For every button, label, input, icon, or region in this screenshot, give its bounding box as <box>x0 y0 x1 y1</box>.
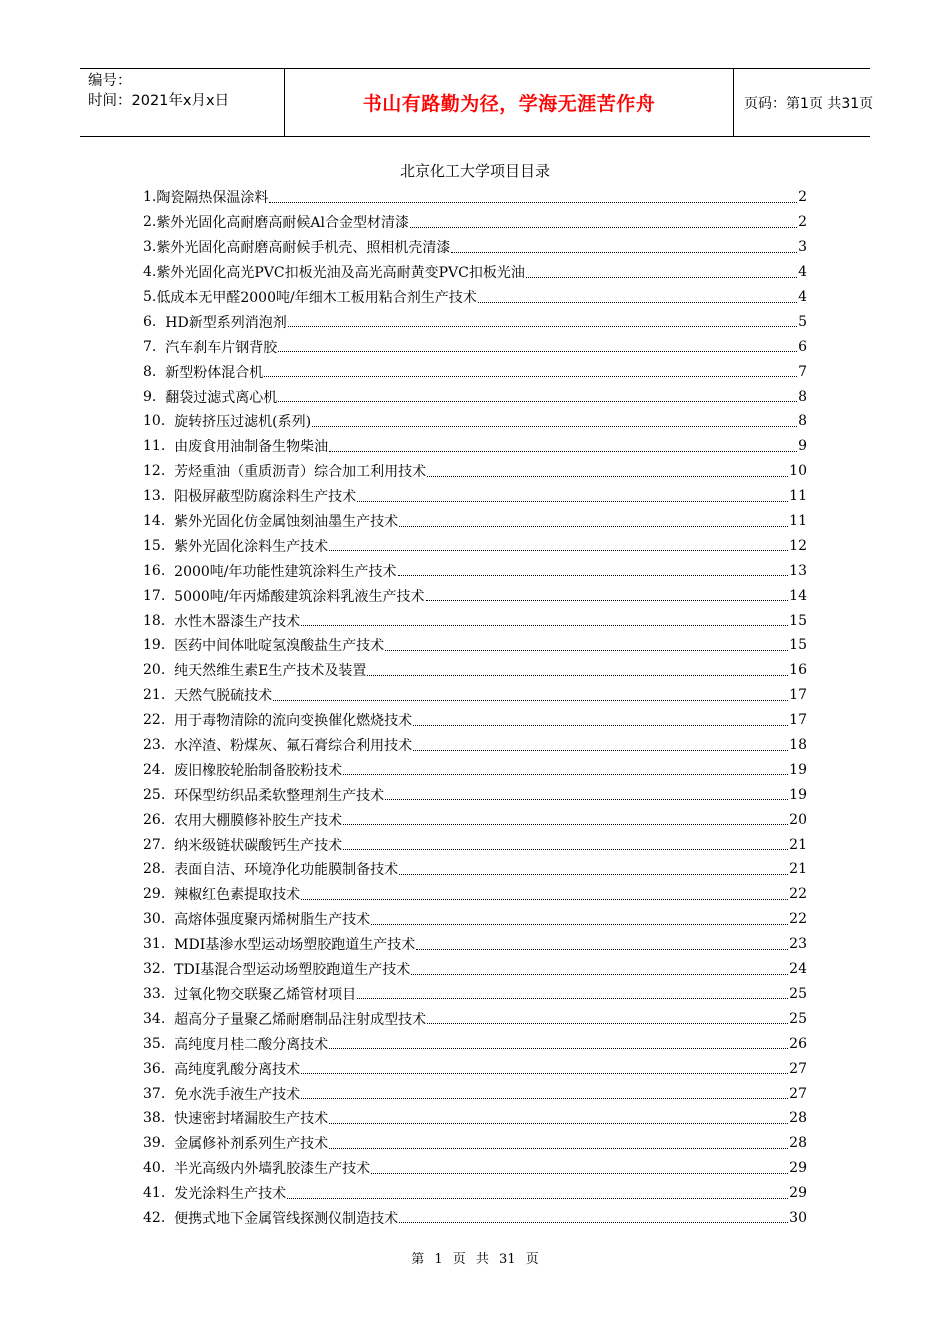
toc-dot-leader <box>301 1098 788 1099</box>
toc-entry-page: 19 <box>789 786 807 803</box>
time-label: 时间：2021年x月x日 <box>88 93 230 109</box>
toc-entry-title: 旋转挤压过滤机(系列) <box>174 414 312 431</box>
toc-entry-number: 23. <box>143 737 175 754</box>
toc-entry[interactable] <box>143 1006 807 1031</box>
toc-entry-page: 13 <box>789 562 807 579</box>
toc-entry[interactable] <box>143 757 807 782</box>
toc-entry-title: 新型粉体混合机 <box>165 364 264 381</box>
toc-entry-title: 超高分子量聚乙烯耐磨制品注射成型技术 <box>174 1011 427 1028</box>
toc-entry[interactable] <box>143 285 807 310</box>
toc-entry[interactable] <box>143 533 807 558</box>
toc-entry[interactable] <box>143 210 807 235</box>
toc-entry-page: 8 <box>798 388 807 405</box>
toc-dot-leader <box>371 924 788 925</box>
toc-dot-leader <box>278 401 797 402</box>
toc-entry-page: 17 <box>789 687 807 704</box>
toc-entry[interactable] <box>143 1081 807 1106</box>
toc-entry[interactable] <box>143 260 807 285</box>
toc-entry[interactable] <box>143 235 807 260</box>
toc-dot-leader <box>416 949 788 950</box>
toc-entry-page: 19 <box>789 761 807 778</box>
toc-dot-leader <box>478 302 797 303</box>
toc-entry[interactable] <box>143 185 807 210</box>
toc-entry-title: 过氧化物交联聚乙烯管材项目 <box>174 986 357 1003</box>
toc-entry-number: 5. <box>143 289 157 305</box>
toc-entry-page: 5 <box>798 313 807 330</box>
toc-entry-number: 29. <box>143 886 175 903</box>
motto-text: 书山有路勤为径，学海无涯苦作舟 <box>362 93 656 115</box>
toc-entry[interactable] <box>143 658 807 683</box>
toc-entry-number: 20. <box>143 662 175 679</box>
toc-entry-page: 9 <box>798 438 807 455</box>
toc-entry-title: 低成本无甲醛2000吨/年细木工板用粘合剂生产技术 <box>156 290 477 306</box>
toc-entry-page: 8 <box>798 413 807 430</box>
toc-entry-number: 27. <box>143 836 175 853</box>
toc-entry-page: 29 <box>789 1185 807 1202</box>
toc-entry-page: 25 <box>789 985 807 1002</box>
toc-entry-page: 23 <box>789 936 807 953</box>
toc-entry-number: 1. <box>143 189 157 206</box>
toc-entry-title: 农用大棚膜修补胶生产技术 <box>174 812 343 829</box>
toc-dot-leader <box>312 426 797 427</box>
toc-dot-leader <box>411 974 788 975</box>
toc-entry[interactable] <box>143 1031 807 1056</box>
toc-dot-leader <box>371 1173 788 1174</box>
toc-entry-page: 11 <box>789 488 807 505</box>
toc-dot-leader <box>329 550 788 551</box>
toc-entry[interactable] <box>143 1206 807 1231</box>
toc-entry[interactable] <box>143 484 807 509</box>
toc-entry[interactable] <box>143 1056 807 1081</box>
toc-entry-number: 15. <box>143 537 175 554</box>
toc-dot-leader <box>398 575 789 576</box>
toc-entry-number: 38. <box>143 1110 175 1127</box>
toc-entry-title: 医药中间体吡啶氢溴酸盐生产技术 <box>174 638 385 655</box>
toc-entry[interactable] <box>143 608 807 633</box>
toc-entry-title: 芳烃重油（重质沥青）综合加工利用技术 <box>174 464 427 481</box>
toc-dot-leader <box>273 700 788 701</box>
toc-entry[interactable] <box>143 857 807 882</box>
toc-entry-page: 2 <box>798 214 807 231</box>
toc-dot-leader <box>343 824 788 825</box>
toc-entry-title: 高熔体强度聚丙烯树脂生产技术 <box>174 912 371 929</box>
toc-entry-title: 陶瓷隔热保温涂料 <box>156 190 269 207</box>
toc-dot-leader <box>399 874 788 875</box>
toc-dot-leader <box>329 1048 788 1049</box>
toc-entry-title: 纯天然维生素E生产技术及装置 <box>174 663 367 680</box>
toc-entry-page: 3 <box>798 239 807 256</box>
toc-entry-title: 阳极屏蔽型防腐涂料生产技术 <box>174 489 357 506</box>
toc-entry-number: 31. <box>143 936 175 953</box>
document-title: 北京化工大学项目目录 <box>399 162 550 180</box>
toc-entry-number: 8. <box>143 363 166 380</box>
toc-entry[interactable] <box>143 434 807 459</box>
page-footer: 第 1 页 共 31 页 <box>411 1252 539 1267</box>
toc-entry-number: 12. <box>143 463 175 480</box>
toc-entry[interactable] <box>143 509 807 534</box>
toc-entry-number: 2. <box>143 214 157 231</box>
toc-dot-leader <box>288 326 797 327</box>
header-meta <box>80 69 284 136</box>
toc-entry-title: 废旧橡胶轮胎制备胶粉技术 <box>174 762 343 779</box>
toc-dot-leader <box>301 625 788 626</box>
toc-dot-leader <box>343 849 788 850</box>
toc-dot-leader <box>301 1073 788 1074</box>
toc-entry-number: 24. <box>143 761 175 778</box>
toc-entry[interactable] <box>143 882 807 907</box>
toc-dot-leader <box>329 451 797 452</box>
toc-dot-leader <box>410 227 797 228</box>
toc-entry-number: 34. <box>143 1010 175 1027</box>
toc-entry-page: 10 <box>789 463 807 480</box>
toc-entry-page: 22 <box>789 911 807 928</box>
toc-entry[interactable] <box>143 733 807 758</box>
toc-entry-title: 发光涂料生产技术 <box>174 1186 287 1203</box>
toc-entry-title: 天然气脱硫技术 <box>174 688 273 705</box>
toc-entry[interactable] <box>143 583 807 608</box>
toc-entry[interactable] <box>143 683 807 708</box>
toc-entry-title: 2000吨/年功能性建筑涂料生产技术 <box>174 563 397 580</box>
toc-entry-page: 11 <box>789 513 807 530</box>
toc-dot-leader <box>278 351 797 352</box>
toc-entry-number: 18. <box>143 612 175 629</box>
toc-entry-title: 快速密封堵漏胶生产技术 <box>174 1111 329 1128</box>
toc-entry-title: MDI基渗水型运动场塑胶跑道生产技术 <box>174 937 416 954</box>
toc-entry[interactable] <box>143 1181 807 1206</box>
toc-entry-number: 9. <box>143 388 166 405</box>
toc-entry-title: 用于毒物清除的流向变换催化燃烧技术 <box>174 713 413 730</box>
toc-entry-title: 紫外光固化仿金属蚀刻油墨生产技术 <box>174 514 399 531</box>
toc-entry[interactable] <box>143 359 807 384</box>
toc-entry-title: 便携式地下金属管线探测仪制造技术 <box>174 1210 399 1227</box>
toc-entry[interactable] <box>143 932 807 957</box>
toc-entry-title: 紫外光固化高光PVC扣板光油及高光高耐黄变PVC扣板光油 <box>156 265 525 282</box>
toc-entry-page: 12 <box>789 537 807 554</box>
toc-entry-number: 14. <box>143 513 175 530</box>
table-of-contents <box>143 185 807 1230</box>
toc-entry-page: 15 <box>789 612 807 629</box>
toc-entry-number: 30. <box>143 911 175 928</box>
toc-dot-leader <box>413 725 788 726</box>
toc-dot-leader <box>413 750 788 751</box>
toc-entry-page: 26 <box>789 1035 807 1052</box>
toc-entry-page: 28 <box>789 1110 807 1127</box>
toc-entry[interactable] <box>143 782 807 807</box>
toc-entry[interactable] <box>143 633 807 658</box>
toc-dot-leader <box>329 1123 788 1124</box>
toc-entry-page: 7 <box>798 363 807 380</box>
toc-entry-title: 环保型纺织品柔软整理剂生产技术 <box>174 787 385 804</box>
toc-entry-page: 6 <box>798 338 807 355</box>
toc-dot-leader <box>385 799 788 800</box>
toc-entry-title: 高纯度月桂二酸分离技术 <box>174 1036 329 1053</box>
toc-entry-title: TDI基混合型运动场塑胶跑道生产技术 <box>174 962 411 979</box>
toc-entry[interactable] <box>143 459 807 484</box>
toc-entry[interactable] <box>143 1156 807 1181</box>
toc-entry-title: 5000吨/年丙烯酸建筑涂料乳液生产技术 <box>174 588 425 605</box>
toc-entry-number: 33. <box>143 985 175 1002</box>
toc-entry[interactable] <box>143 558 807 583</box>
toc-entry-number: 37. <box>143 1085 175 1102</box>
toc-entry-title: 紫外光固化高耐磨高耐候Al合金型材清漆 <box>156 215 409 232</box>
toc-entry-page: 25 <box>789 1010 807 1027</box>
header-motto-cell <box>284 69 734 136</box>
toc-entry-title: 纳米级链状碳酸钙生产技术 <box>174 837 343 854</box>
toc-entry-page: 27 <box>789 1085 807 1102</box>
serial-label: 编号： <box>88 73 132 89</box>
toc-entry-page: 21 <box>789 861 807 878</box>
toc-dot-leader <box>269 202 797 203</box>
toc-entry-title: 汽车刹车片钢背胶 <box>165 339 278 356</box>
toc-entry-page: 28 <box>789 1135 807 1152</box>
toc-dot-leader <box>426 600 789 601</box>
toc-entry-page: 16 <box>789 662 807 679</box>
toc-entry-page: 24 <box>789 961 807 978</box>
toc-entry-number: 10. <box>143 413 175 430</box>
toc-entry[interactable] <box>143 708 807 733</box>
toc-entry-page: 30 <box>789 1209 807 1226</box>
toc-entry-page: 21 <box>789 836 807 853</box>
toc-entry-page: 20 <box>789 811 807 828</box>
toc-entry-title: 辣椒红色素提取技术 <box>174 887 301 904</box>
toc-entry[interactable] <box>143 1106 807 1131</box>
toc-entry-title: 翻袋过滤式离心机 <box>165 389 278 406</box>
toc-entry[interactable] <box>143 1131 807 1156</box>
toc-entry-page: 4 <box>798 289 807 305</box>
toc-entry-title: 紫外光固化高耐磨高耐候手机壳、照相机壳清漆 <box>156 240 451 257</box>
toc-dot-leader <box>301 899 788 900</box>
toc-entry-title: 高纯度乳酸分离技术 <box>174 1061 301 1078</box>
toc-entry-page: 14 <box>789 587 807 604</box>
toc-dot-leader <box>385 650 788 651</box>
toc-dot-leader <box>427 476 788 477</box>
toc-dot-leader <box>329 1148 788 1149</box>
toc-entry-number: 11. <box>143 438 175 455</box>
toc-entry-number: 39. <box>143 1135 175 1152</box>
toc-dot-leader <box>287 1198 788 1199</box>
toc-entry-number: 36. <box>143 1060 175 1077</box>
toc-entry-number: 3. <box>143 239 157 256</box>
toc-dot-leader <box>526 277 797 278</box>
toc-entry-title: 表面自洁、环境净化功能膜制备技术 <box>174 862 399 879</box>
toc-entry-title: 水淬渣、粉煤灰、氟石膏综合利用技术 <box>174 738 413 755</box>
toc-dot-leader <box>264 376 797 377</box>
toc-entry-number: 25. <box>143 786 175 803</box>
page-header <box>80 68 874 137</box>
toc-entry-title: 免水洗手液生产技术 <box>174 1086 301 1103</box>
toc-entry-page: 15 <box>789 637 807 654</box>
toc-entry-number: 22. <box>143 712 175 729</box>
toc-entry-page: 27 <box>789 1060 807 1077</box>
toc-entry-title: 紫外光固化涂料生产技术 <box>174 538 329 555</box>
toc-entry-title: HD新型系列消泡剂 <box>165 314 287 331</box>
toc-dot-leader <box>357 998 788 999</box>
toc-entry-title: 水性木器漆生产技术 <box>174 613 301 630</box>
toc-entry[interactable] <box>143 807 807 832</box>
toc-entry[interactable] <box>143 957 807 982</box>
toc-entry-page: 2 <box>798 189 807 206</box>
toc-entry-number: 32. <box>143 961 175 978</box>
toc-entry[interactable] <box>143 409 807 434</box>
toc-entry-number: 41. <box>143 1185 175 1202</box>
toc-entry-number: 4. <box>143 264 157 281</box>
toc-entry[interactable] <box>143 309 807 334</box>
toc-entry-number: 40. <box>143 1160 175 1177</box>
toc-entry[interactable] <box>143 384 807 409</box>
toc-entry[interactable] <box>143 334 807 359</box>
toc-entry-page: 18 <box>789 737 807 754</box>
toc-entry-number: 13. <box>143 488 175 505</box>
toc-entry[interactable] <box>143 832 807 857</box>
toc-entry-page: 17 <box>789 712 807 729</box>
toc-dot-leader <box>451 252 797 253</box>
toc-entry-page: 22 <box>789 886 807 903</box>
toc-entry-number: 6. <box>143 313 166 330</box>
toc-entry-number: 7. <box>143 338 166 355</box>
toc-entry-page: 4 <box>798 264 807 281</box>
toc-entry-number: 26. <box>143 811 175 828</box>
toc-dot-leader <box>399 1222 788 1223</box>
header-page-info <box>734 69 874 136</box>
toc-entry-number: 19. <box>143 637 175 654</box>
toc-entry-page: 29 <box>789 1160 807 1177</box>
page-info-text: 页码：第1页 共31页 <box>744 95 874 112</box>
toc-dot-leader <box>399 526 788 527</box>
toc-entry-number: 35. <box>143 1035 175 1052</box>
toc-entry-title: 金属修补剂系列生产技术 <box>174 1136 329 1153</box>
toc-dot-leader <box>343 774 788 775</box>
toc-entry-title: 半光高级内外墙乳胶漆生产技术 <box>174 1161 371 1178</box>
toc-entry-title: 由废食用油制备生物柴油 <box>174 439 329 456</box>
toc-entry-number: 16. <box>143 562 175 579</box>
toc-entry-number: 21. <box>143 687 175 704</box>
toc-entry[interactable] <box>143 907 807 932</box>
toc-dot-leader <box>427 1023 788 1024</box>
toc-entry-number: 17. <box>143 587 175 604</box>
toc-entry[interactable] <box>143 982 807 1007</box>
toc-dot-leader <box>357 501 788 502</box>
toc-dot-leader <box>367 675 788 676</box>
toc-entry-number: 28. <box>143 861 175 878</box>
toc-entry-number: 42. <box>143 1209 175 1226</box>
